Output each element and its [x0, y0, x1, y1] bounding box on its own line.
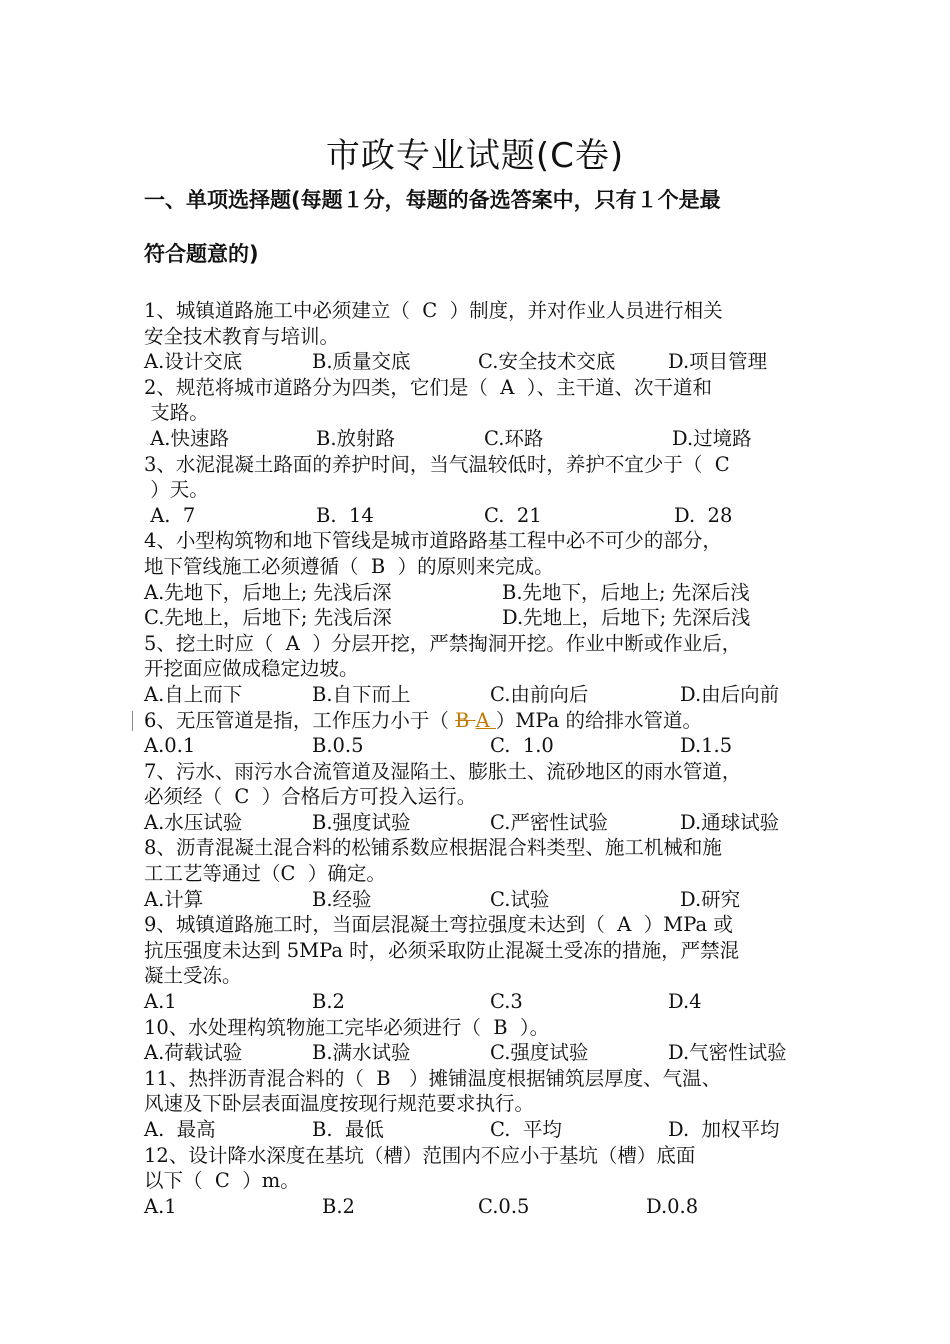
option-a: A.计算 — [144, 887, 204, 911]
question-9 — [144, 912, 824, 1014]
question-stem: 安全技术教育与培训。 — [144, 324, 340, 348]
option-c: C.先地上，后地下; 先浅后深 — [144, 606, 392, 630]
question-stem: 风速及下卧层表面温度按现行规范要求执行。 — [144, 1092, 535, 1116]
page-title: 市政专业试题(C卷) — [325, 136, 625, 176]
option-d: D. 加权平均 — [668, 1118, 780, 1141]
option-d: D.过境路 — [672, 426, 752, 450]
question-stem: ）天。 — [144, 478, 209, 502]
option-d: D.研究 — [680, 887, 741, 911]
option-c: C.试验 — [490, 887, 550, 911]
option-d: D. 28 — [674, 503, 733, 527]
option-d: D.气密性试验 — [668, 1041, 787, 1065]
option-row — [144, 1117, 824, 1143]
question-stem: 11、热拌沥青混合料的（ B ）摊铺温度根据铺筑层厚度、气温、 — [144, 1066, 722, 1090]
option-d: D.通球试验 — [680, 810, 780, 834]
option-b: B.强度试验 — [312, 810, 411, 834]
option-row — [144, 682, 824, 708]
question-8 — [144, 835, 824, 912]
question-list — [144, 298, 824, 1219]
option-d: D.1.5 — [680, 734, 733, 758]
option-c: C.安全技术交底 — [478, 350, 616, 374]
question-stem: 工工艺等通过（C ）确定。 — [144, 862, 386, 886]
option-row — [144, 605, 824, 631]
question-stem: 12、设计降水深度在基坑（槽）范围内不应小于基坑（槽）底面 — [144, 1143, 696, 1167]
option-a: A.自上而下 — [144, 682, 243, 706]
inserted-text: A — [475, 708, 496, 732]
option-row — [144, 989, 824, 1015]
option-row — [144, 1194, 824, 1220]
question-stem: 6、无压管道是指，工作压力小于（ B A ）MPa 的给排水管道。 — [144, 708, 824, 734]
question-6 — [144, 708, 824, 759]
option-a: A.水压试验 — [144, 810, 243, 834]
option-b: B.2 — [322, 1194, 355, 1218]
option-a: A.1 — [144, 1194, 177, 1218]
option-a: A. 7 — [144, 503, 196, 527]
option-c: C. 1.0 — [490, 734, 554, 758]
option-a: A.快速路 — [144, 426, 229, 450]
option-b: B.质量交底 — [312, 350, 411, 374]
question-7 — [144, 759, 824, 836]
question-4 — [144, 528, 824, 630]
question-stem: 抗压强度未达到 5MPa 时，必须采取防止混凝土受冻的措施，严禁混 — [144, 938, 740, 962]
question-stem: 以下（ C ）m。 — [144, 1169, 300, 1193]
option-b: B.2 — [312, 990, 345, 1014]
option-a: A.先地下，后地上; 先浅后深 — [144, 580, 392, 604]
option-d: D.0.8 — [646, 1194, 699, 1218]
option-row — [144, 733, 824, 759]
question-stem: 凝土受冻。 — [144, 964, 242, 988]
option-c: C. 平均 — [490, 1118, 562, 1141]
option-c: C.环路 — [484, 426, 544, 450]
option-b: B. 14 — [316, 503, 374, 527]
option-row — [144, 1040, 824, 1066]
question-stem: 地下管线施工必须遵循（ B ）的原则来完成。 — [144, 554, 554, 578]
option-row — [144, 349, 824, 375]
option-row — [144, 503, 824, 529]
option-b: B.0.5 — [312, 734, 364, 758]
deleted-text: B — [455, 708, 476, 732]
question-stem: 9、城镇道路施工时，当面层混凝土弯拉强度未达到（ A ）MPa 或 — [144, 913, 733, 937]
option-d: D.由后向前 — [680, 682, 780, 706]
option-b: B.满水试验 — [312, 1041, 411, 1065]
option-c: C.由前向后 — [490, 682, 589, 706]
option-d: D.4 — [668, 990, 702, 1014]
question-stem: 1、城镇道路施工中必须建立（ C ）制度，并对作业人员进行相关 — [144, 299, 723, 322]
option-d: D.先地上，后地下; 先深后浅 — [502, 606, 751, 630]
option-a: A.荷载试验 — [144, 1041, 243, 1065]
question-stem: 5、挖土时应（ A ）分层开挖，严禁掏洞开挖。作业中断或作业后， — [144, 631, 742, 655]
question-5 — [144, 631, 824, 708]
option-a: A.1 — [144, 990, 177, 1014]
option-c: C.强度试验 — [490, 1041, 589, 1065]
question-10 — [144, 1015, 824, 1066]
question-stem: 8、沥青混凝土混合料的松铺系数应根据混合料类型、施工机械和施 — [144, 836, 722, 860]
option-row — [144, 810, 824, 836]
section-heading-line1: 一、单项选择题(每题１分，每题的备选答案中，只有１个是最 — [144, 188, 721, 212]
option-b: B.放射路 — [316, 426, 396, 450]
option-row — [144, 887, 824, 913]
section-heading-line2: 符合题意的) — [144, 242, 259, 266]
option-d: D.项目管理 — [668, 350, 768, 374]
option-c: C.0.5 — [478, 1194, 530, 1218]
revision-change-bar — [132, 711, 133, 731]
question-12 — [144, 1143, 824, 1220]
option-row — [144, 580, 824, 606]
option-b: B.经验 — [312, 887, 372, 911]
question-stem: 10、水处理构筑物施工完毕必须进行（ B ）。 — [144, 1015, 550, 1039]
question-1 — [144, 298, 824, 375]
question-stem: 2、规范将城市道路分为四类，它们是（ A ）、主干道、次干道和 — [144, 375, 713, 399]
question-stem: 开挖面应做成稳定边坡。 — [144, 657, 359, 681]
option-b: B.先地下，后地上; 先深后浅 — [502, 580, 750, 604]
question-stem: 4、小型构筑物和地下管线是城市道路路基工程中必不可少的部分， — [144, 529, 722, 553]
option-a: A.0.1 — [144, 734, 196, 758]
question-11 — [144, 1066, 824, 1143]
option-c: C. 21 — [484, 503, 542, 527]
question-stem: 支路。 — [144, 401, 209, 425]
option-row — [144, 426, 824, 452]
option-a: A.设计交底 — [144, 350, 243, 374]
option-c: C.严密性试验 — [490, 810, 608, 834]
question-stem: 7、污水、雨污水合流管道及湿陷土、膨胀土、流砂地区的雨水管道， — [144, 759, 742, 783]
question-3 — [144, 452, 824, 529]
option-c: C.3 — [490, 990, 523, 1014]
question-stem: 必须经（ C ）合格后方可投入运行。 — [144, 785, 477, 809]
option-b: B. 最低 — [312, 1118, 384, 1141]
question-stem: 3、水泥混凝土路面的养护时间，当气温较低时，养护不宜少于（ C — [144, 452, 730, 476]
option-b: B.自下而上 — [312, 682, 411, 706]
question-2 — [144, 375, 824, 452]
option-a: A. 最高 — [144, 1118, 216, 1141]
